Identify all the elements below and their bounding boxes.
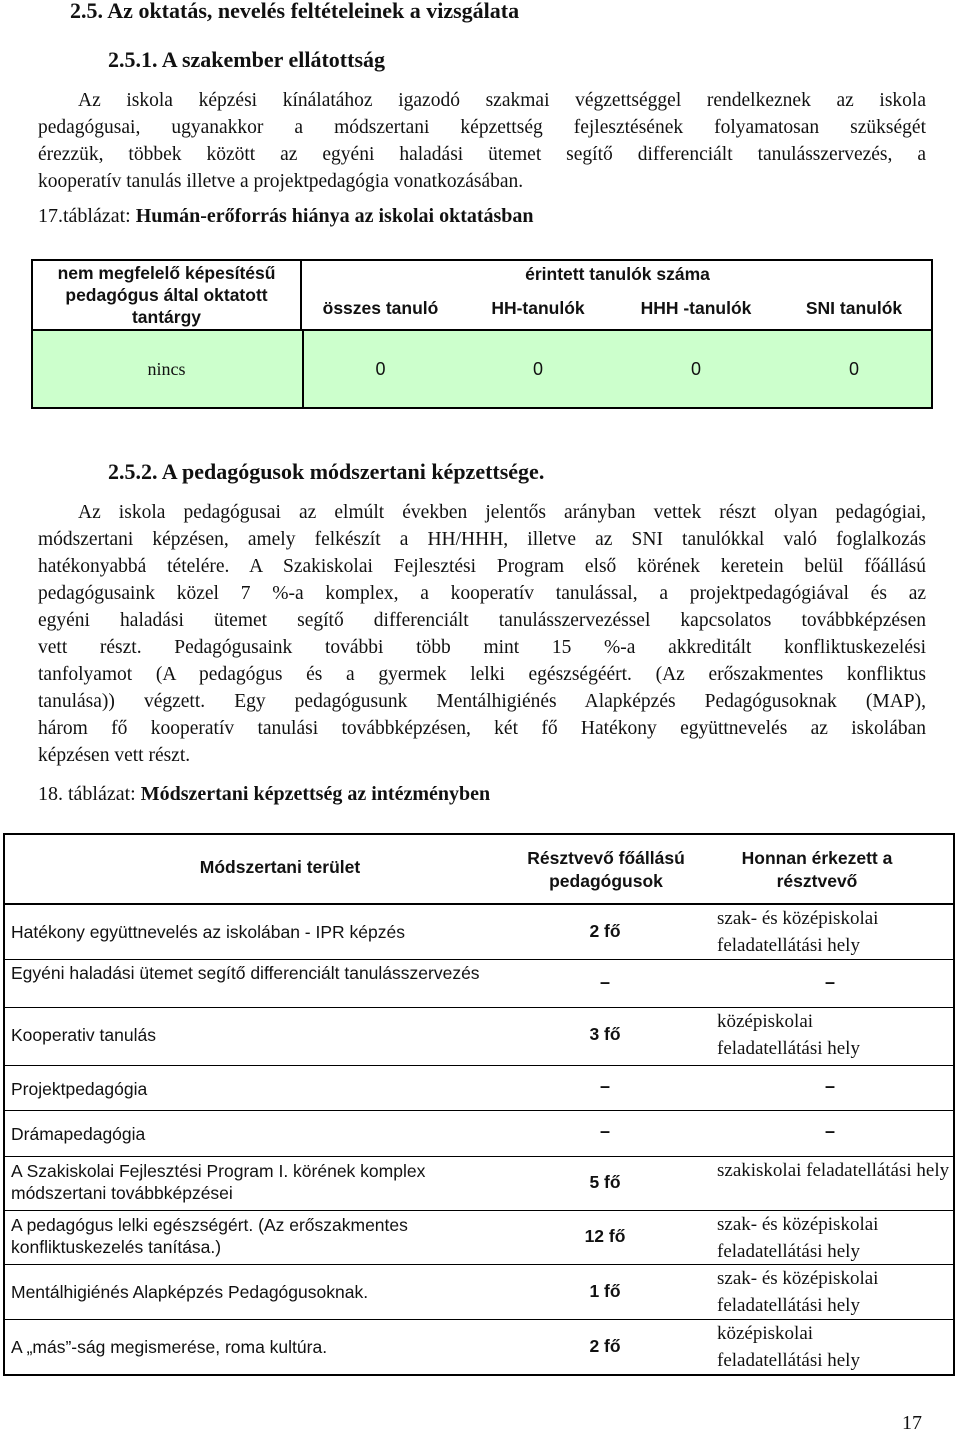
- subsection-1-paragraph: [38, 87, 926, 195]
- table-row: [3, 960, 955, 1008]
- row-origin: –: [825, 1121, 836, 1141]
- table-17-group-header: érintett tanulók száma: [525, 263, 710, 284]
- row-area: A pedagógus lelki egészségért. (Az erőszakmentes konfliktuskezelés tanítása.): [11, 1215, 408, 1257]
- page-number: 17: [902, 1412, 922, 1434]
- table-17-value: 0: [848, 358, 859, 379]
- paragraph-line: kooperatív tanulás illetve a projektpedagógia vonatkozásában.: [38, 171, 524, 192]
- caption-title: Módszertani képzettség az intézményben: [140, 783, 491, 805]
- table-row: [3, 1111, 955, 1157]
- row-origin: –: [825, 972, 836, 992]
- paragraph-line: képzésen vett részt.: [38, 745, 191, 766]
- table-17-value: 0: [532, 358, 543, 379]
- paragraph-line: Az iskola pedagógusai az elmúlt években jelentős arányban vettek részt olyan pedagógiai,: [78, 502, 926, 523]
- subsection-1-heading: 2.5.1. A szakember ellátottság: [108, 47, 386, 72]
- table-17-col1-header: nem megfelelő képesítésű pedagógus által oktatott tantárgy: [31, 259, 302, 331]
- table-17-subheader: HH-tanulók: [491, 297, 585, 318]
- paragraph-line: három fő kooperatív tanulási továbbképzésen, két fő Hatékony együttnevelés az iskolában: [38, 718, 926, 739]
- table-row: [3, 1211, 955, 1265]
- paragraph-line: egyéni haladási ütemet segítő differenciált tanulásszervezéssel kapcsolatos továbbképzésen: [38, 610, 926, 631]
- paragraph-line: módszertani képzésen, amely felkészít a HH/HHH, illetve az SNI tanulókkal való foglalkozás: [38, 529, 926, 550]
- caption-prefix: 17.táblázat:: [38, 205, 136, 227]
- table-row: [3, 1320, 955, 1376]
- row-origin: szak- és középiskolai feladatellátási hely: [717, 908, 879, 956]
- table-18-caption: [38, 783, 490, 806]
- paragraph-line: hatékonyabbá tételére. A Szakiskolai Fejlesztési Program első körének keretein belül főállású: [38, 556, 926, 577]
- paragraph-line: érezzük, többek között az egyéni haladási ütemet segítő differenciált tanulásszervezés, a: [38, 144, 926, 165]
- table-17-value: 0: [690, 358, 701, 379]
- row-participants: –: [600, 1076, 611, 1096]
- row-origin: középiskolai feladatellátási hely: [717, 1323, 860, 1371]
- row-participants: 2 fő: [589, 1336, 621, 1356]
- row-participants: 2 fő: [589, 921, 621, 941]
- table-row: [3, 1265, 955, 1320]
- row-area: Mentálhigiénés Alapképzés Pedagógusoknak.: [11, 1282, 369, 1302]
- caption-prefix: 18. táblázat:: [38, 783, 141, 805]
- paragraph-line: pedagógusai, ugyanakkor a módszertani képzettség fejlesztésének folyamatosan szükségét: [38, 117, 926, 138]
- table-17-subheader: HHH -tanulók: [640, 297, 752, 318]
- paragraph-line: pedagógusaink közel 7 %-a komplex, a kooperatív tanulással, a projektpedagógiával és az: [38, 583, 926, 604]
- row-area: Projektpedagógia: [11, 1079, 148, 1099]
- row-participants: –: [600, 972, 611, 992]
- row-origin: középiskolai feladatellátási hely: [717, 1011, 860, 1059]
- table-row: [3, 1066, 955, 1111]
- row-area: Egyéni haladási ütemet segítő differenciált tanulásszervezés: [11, 963, 480, 983]
- row-participants: –: [600, 1121, 611, 1141]
- row-participants: 3 fő: [589, 1024, 621, 1044]
- row-participants: 1 fő: [589, 1281, 621, 1301]
- row-participants: 5 fő: [589, 1172, 621, 1192]
- header-participants: Résztvevő főállású pedagógusok: [527, 848, 685, 891]
- paragraph-line: Az iskola képzési kínálatához igazodó szakmai végzettséggel rendelkeznek az iskola: [78, 90, 926, 111]
- row-area: Hatékony együttnevelés az iskolában - IPR képzés: [11, 922, 405, 942]
- subsection-2-paragraph: [38, 499, 926, 769]
- header-area: Módszertani terület: [199, 857, 361, 877]
- header-origin: Honnan érkezett a résztvevő: [741, 848, 893, 891]
- table-17: [31, 259, 933, 409]
- row-origin: szak- és középiskolai feladatellátási hely: [717, 1214, 879, 1262]
- table-row: [3, 1157, 955, 1211]
- table-18-header-row: [3, 833, 955, 905]
- paragraph-line: tanfolyamot (A pedagógus és a gyermek lelki egészségéért. (Az erőszakmentes konfliktus: [38, 664, 926, 685]
- row-area: Kooperativ tanulás: [11, 1025, 156, 1045]
- row-area: A „más”-ság megismerése, roma kultúra.: [11, 1337, 328, 1357]
- caption-title: Humán-erőforrás hiánya az iskolai oktatásban: [135, 205, 534, 227]
- table-17-value: 0: [375, 358, 386, 379]
- row-area: Drámapedagógia: [11, 1124, 146, 1144]
- table-17-row-label: nincs: [147, 358, 186, 379]
- row-origin: szakiskolai feladatellátási hely: [717, 1160, 950, 1181]
- row-participants: 12 fő: [584, 1226, 626, 1246]
- table-row: [3, 905, 955, 960]
- table-row: [3, 1008, 955, 1066]
- row-area: A Szakiskolai Fejlesztési Program I. körének komplex módszertani továbbképzései: [11, 1161, 426, 1203]
- row-origin: szak- és középiskolai feladatellátási hely: [717, 1268, 879, 1316]
- subsection-2-heading: 2.5.2. A pedagógusok módszertani képzettsége.: [108, 459, 545, 484]
- table-17-caption: [38, 205, 534, 228]
- paragraph-line: vett részt. Pedagógusaink további több mint 15 %-a akkreditált konfliktuskezelési: [38, 637, 926, 658]
- section-heading: 2.5. Az oktatás, nevelés feltételeinek a vizsgálata: [70, 0, 520, 23]
- table-17-subheader: összes tanuló: [322, 297, 439, 318]
- paragraph-line: tanulása)) végzett. Egy pedagógusunk Mentálhigiénés Alapképzés Pedagógusoknak (MAP),: [38, 691, 926, 712]
- row-origin: –: [825, 1076, 836, 1096]
- table-17-subheader: SNI tanulók: [805, 297, 903, 318]
